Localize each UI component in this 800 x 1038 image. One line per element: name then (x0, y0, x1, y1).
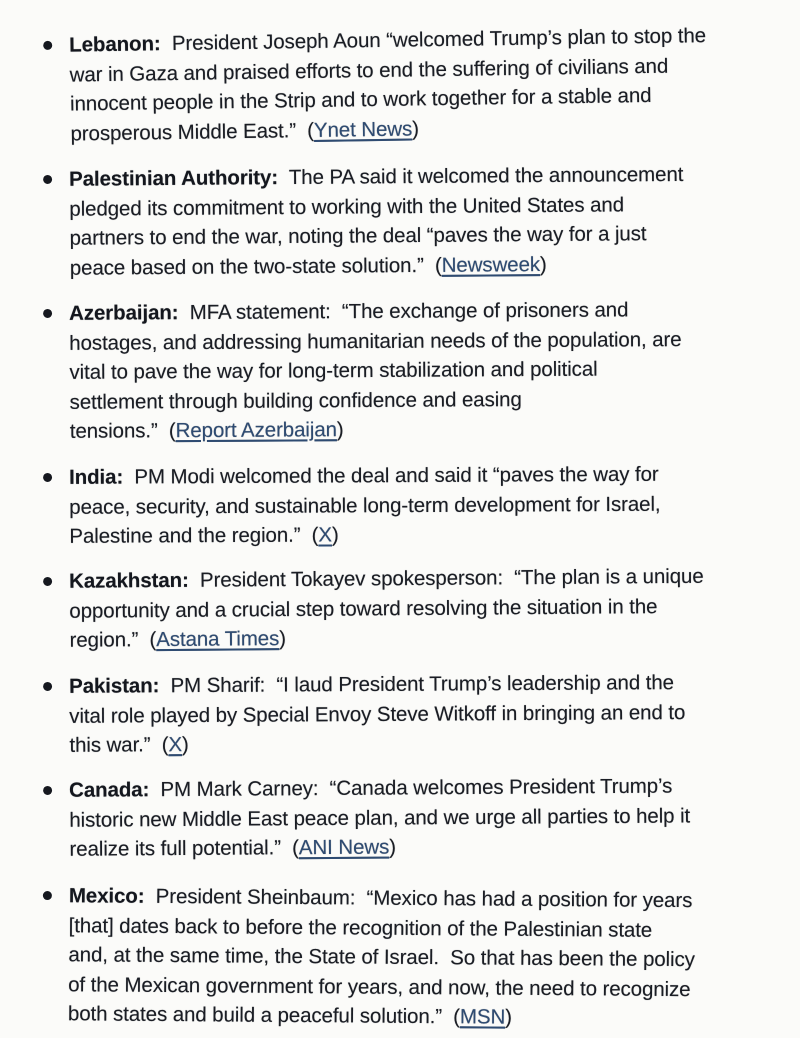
item-body: The PA said it welcomed the announcement pledged its commitment to working with the United States and partners to end the war, noting the deal “paves the way for a just peace based on the two-state solution.” (69, 162, 684, 280)
item-text (69, 459, 661, 551)
source-link-astana-times[interactable]: Astana Times (156, 627, 280, 652)
open-paren: ( (453, 1004, 461, 1028)
open-paren: ( (292, 836, 299, 860)
country-label: Pakistan: (69, 673, 160, 698)
open-paren: ( (149, 628, 157, 652)
bullet-icon (43, 681, 52, 690)
reactions-list (40, 24, 792, 1029)
country-label: Azerbaijan: (69, 301, 179, 325)
bullet-icon (43, 891, 52, 900)
item-text (69, 771, 690, 864)
close-paren: ) (389, 835, 397, 859)
item-text (68, 881, 696, 1033)
close-paren: ) (411, 116, 420, 140)
bullet-icon (43, 41, 52, 50)
country-label: Mexico: (68, 883, 145, 908)
source-link-newsweek[interactable]: Newsweek (441, 252, 541, 277)
source-link-ynet-news[interactable]: Ynet News (313, 116, 413, 142)
bullet-icon (43, 577, 52, 586)
close-paren: ) (181, 732, 189, 756)
list-item-palestinian-authority (40, 159, 793, 283)
item-text (69, 295, 682, 446)
item-body: PM Mark Carney: “Canada welcomes President Trump’s historic new Middle East peace plan, and we urge all parties to help it realize its full potential.” (69, 774, 691, 861)
item-body: President Joseph Aoun “welcomed Trump’s plan to stop the war in Gaza and praised efforts to end the suffering of civilians and innocent people in the Strip and to work together for a stable and prosperous Middle East.” (69, 24, 707, 146)
source-link-ani-news[interactable]: ANI News (298, 835, 390, 860)
item-text (69, 562, 704, 655)
list-item-pakistan (40, 667, 793, 760)
item-text (69, 160, 684, 283)
open-paren: ( (434, 253, 442, 277)
country-label: Lebanon: (69, 32, 161, 57)
item-body: President Sheinbaum: “Mexico has had a position for years [that] dates back to before the recognition of the Palestinian state and, at the same time, the State of Israel. So that has been the policy of the Mexican government for years, and now, the need to recognize both states and build a peaceful solution.” (67, 884, 695, 1028)
list-item-azerbaijan (40, 294, 793, 446)
item-body: President Tokayev spokesperson: “The plan is a unique opportunity and a crucial step toward resolving the situation in the region.” (69, 564, 704, 652)
bullet-icon (43, 309, 52, 318)
country-label: Palestinian Authority: (69, 166, 279, 191)
open-paren: ( (311, 523, 319, 547)
open-paren: ( (168, 419, 176, 443)
open-paren: ( (307, 118, 315, 142)
item-body: MFA statement: “The exchange of prisoners and hostages, and addressing humanitarian needs of the population, are vital to pave the way for long-term stabilization and political settlement through building confidence and easing tensions.” (69, 298, 682, 443)
close-paren: ) (505, 1005, 513, 1029)
bullet-icon (43, 786, 52, 795)
list-item-kazakhstan (40, 561, 793, 655)
item-text (69, 668, 685, 760)
country-label: Canada: (69, 778, 150, 802)
item-body: PM Sharif: “I laud President Trump’s leadership and the vital role played by Special Envoy Steve Witkoff in bringing an end to this war.” (69, 670, 686, 757)
list-item-canada (40, 771, 793, 865)
source-link-x-pakistan[interactable]: X (168, 732, 183, 756)
list-item-lebanon (40, 20, 794, 149)
source-link-msn[interactable]: MSN (459, 1004, 506, 1029)
country-label: Kazakhstan: (69, 568, 189, 593)
close-paren: ) (336, 418, 344, 442)
close-paren: ) (539, 252, 547, 276)
source-link-report-azerbaijan[interactable]: Report Azerbaijan (175, 418, 337, 443)
country-label: India: (69, 465, 124, 489)
bullet-icon (43, 472, 52, 481)
close-paren: ) (279, 627, 287, 651)
list-item-mexico (39, 881, 792, 1034)
item-text (69, 21, 707, 148)
bullet-icon (43, 175, 52, 184)
close-paren: ) (331, 522, 339, 546)
source-link-x-india[interactable]: X (318, 522, 332, 547)
open-paren: ( (161, 732, 169, 756)
list-item-india (40, 459, 792, 551)
item-body: PM Modi welcomed the deal and said it “paves the way for peace, security, and sustainable long-term development for Israel, Palestine and the region.” (69, 462, 661, 548)
